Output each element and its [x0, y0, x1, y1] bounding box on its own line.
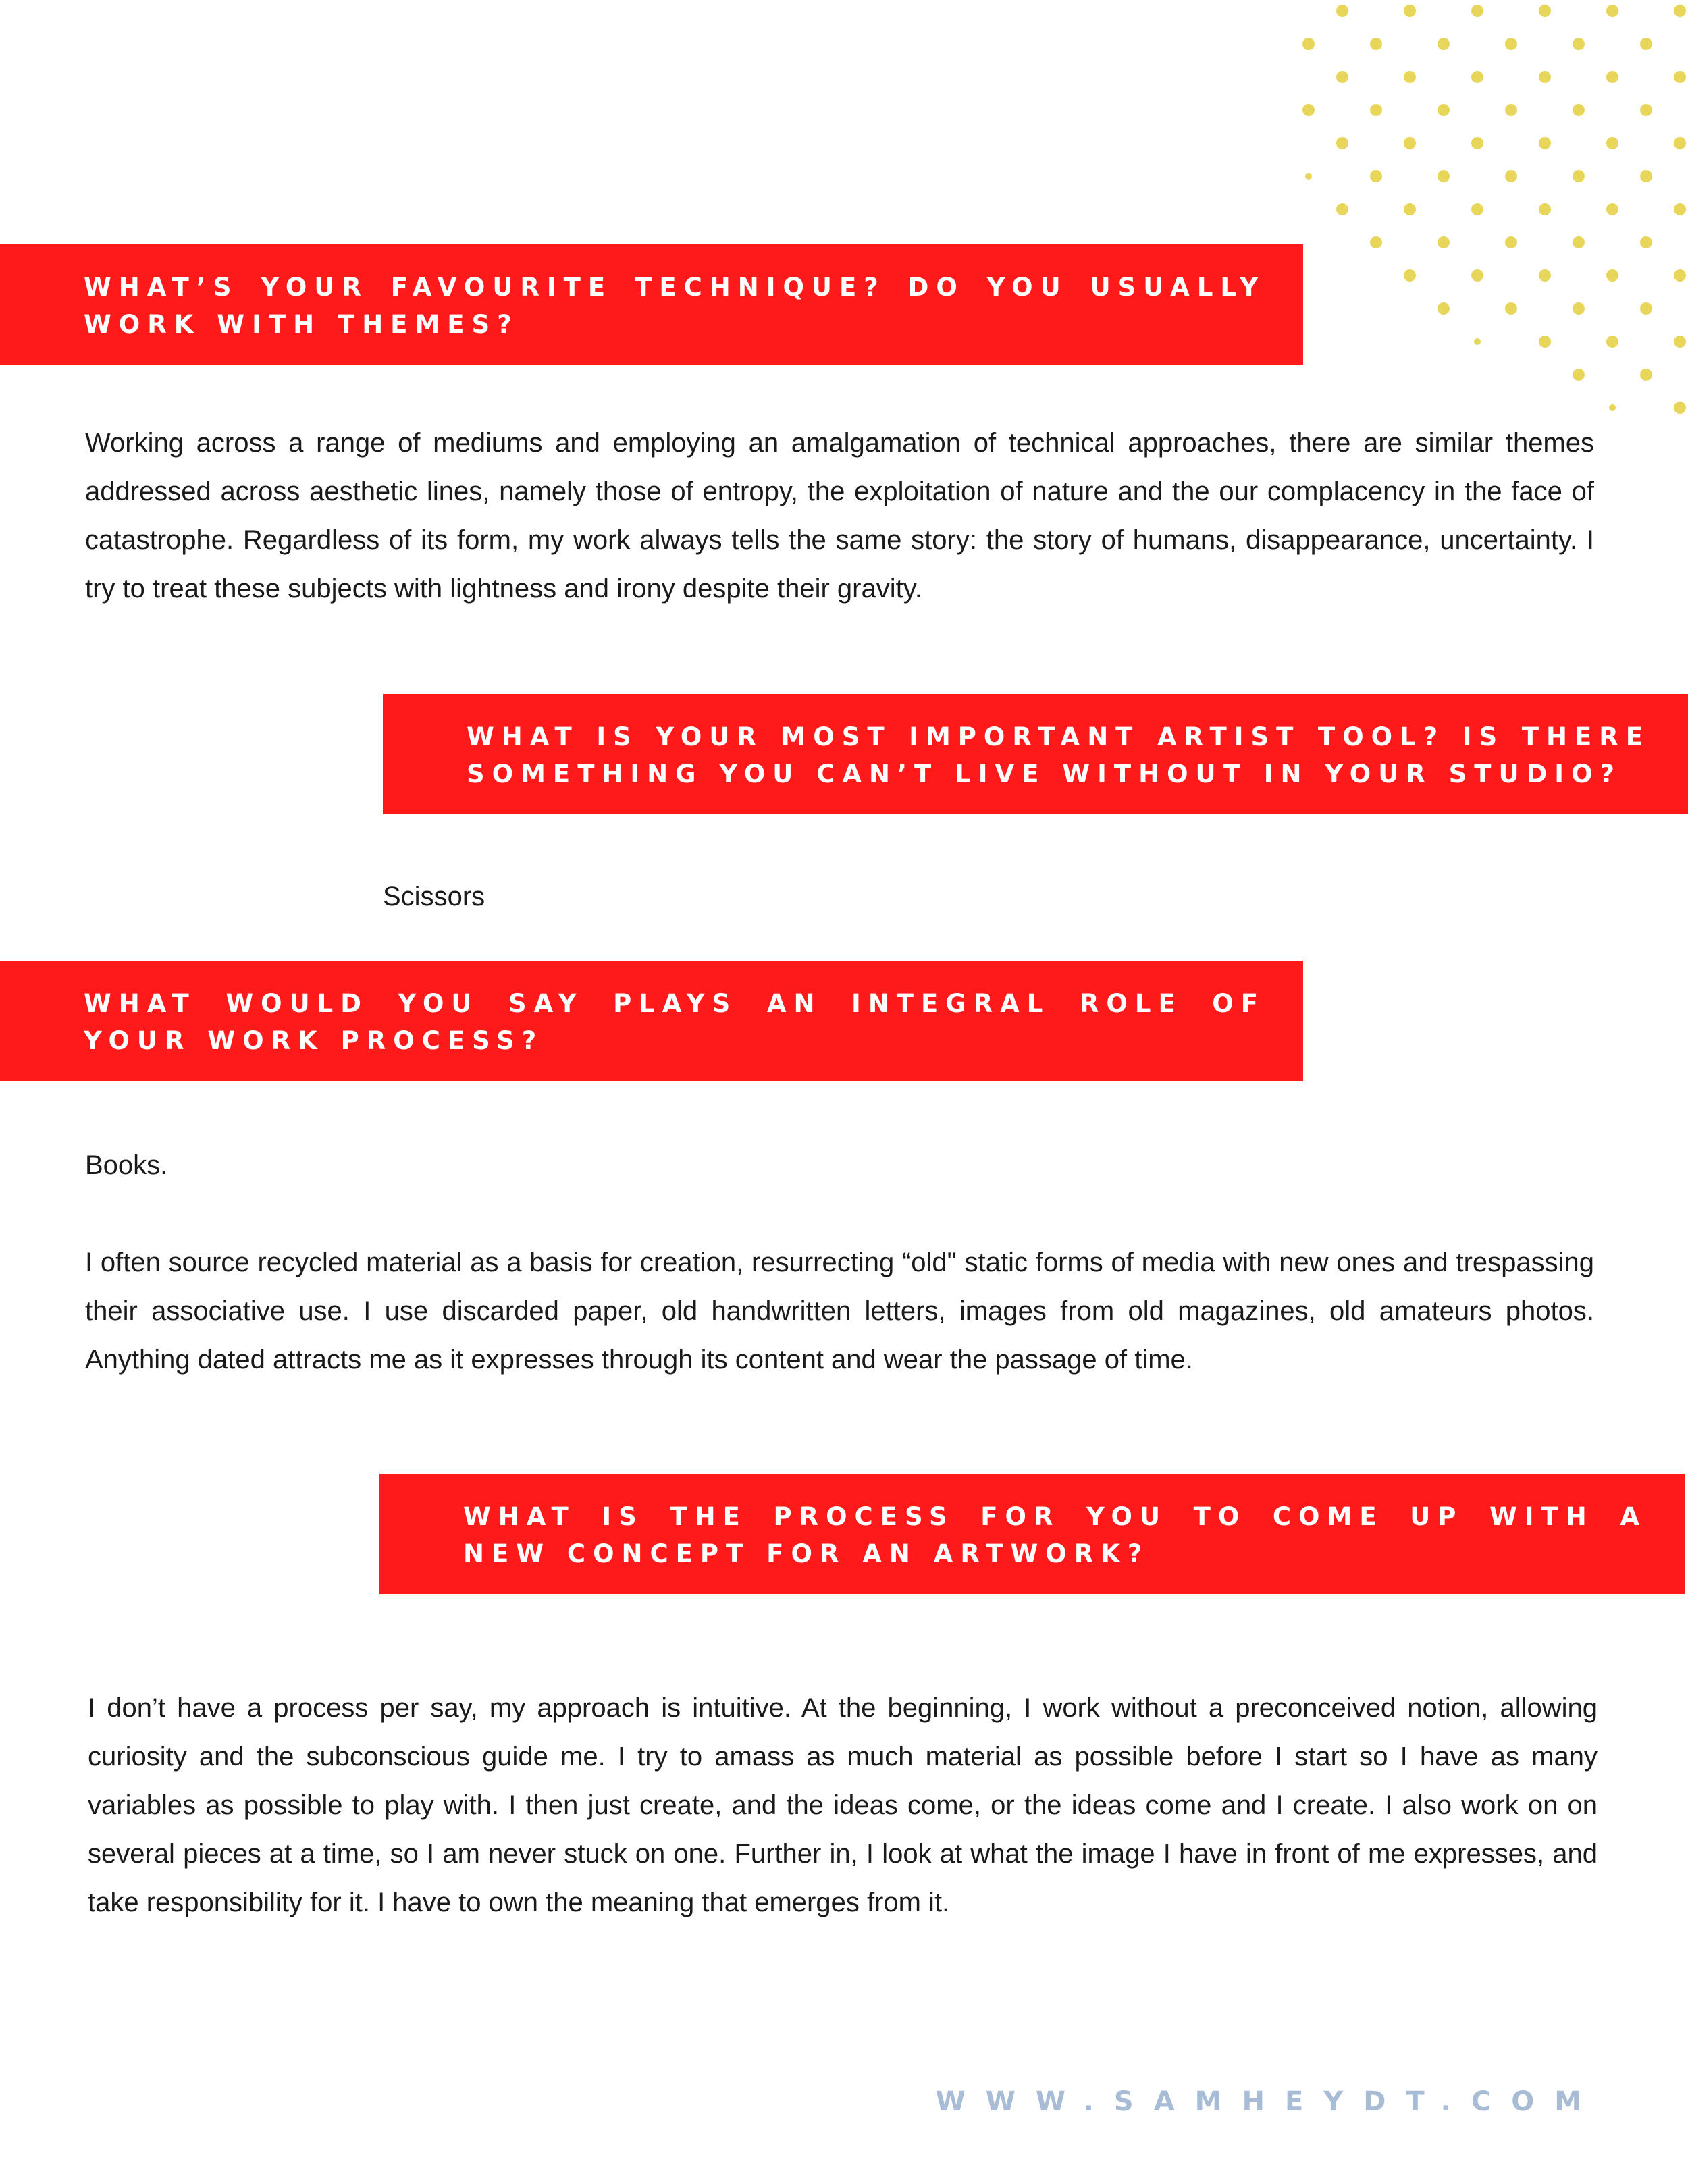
- answer-artist-tool: Scissors: [383, 882, 485, 911]
- decorative-dot: [1370, 104, 1382, 116]
- website-url[interactable]: WWW.SAMHEYDT.COM: [935, 2086, 1602, 2117]
- decorative-dot: [1674, 71, 1686, 83]
- decorative-dot: [1370, 38, 1382, 50]
- decorative-dot: [1640, 302, 1652, 315]
- decorative-dot: [1606, 71, 1618, 83]
- decorative-dot: [1640, 369, 1652, 381]
- decorative-dot: [1609, 404, 1616, 411]
- decorative-dot: [1438, 302, 1450, 315]
- decorative-dot: [1640, 170, 1652, 182]
- decorative-dot: [1539, 203, 1551, 215]
- decorative-dot: [1640, 236, 1652, 248]
- decorative-dot: [1573, 104, 1585, 116]
- decorative-dot: [1606, 5, 1618, 17]
- decorative-dot: [1404, 269, 1416, 282]
- decorative-dot: [1539, 5, 1551, 17]
- decorative-dot: [1505, 104, 1517, 116]
- decorative-dot: [1438, 38, 1450, 50]
- decorative-dot: [1505, 236, 1517, 248]
- decorative-dot: [1606, 137, 1618, 149]
- decorative-dot: [1336, 71, 1348, 83]
- decorative-dot: [1404, 71, 1416, 83]
- decorative-dot: [1302, 104, 1315, 116]
- decorative-dot: [1438, 170, 1450, 182]
- decorative-dot: [1640, 104, 1652, 116]
- decorative-dot: [1336, 203, 1348, 215]
- decorative-dot: [1674, 402, 1686, 414]
- decorative-dot: [1471, 5, 1483, 17]
- decorative-dot: [1370, 236, 1382, 248]
- decorative-dot: [1471, 203, 1483, 215]
- decorative-dot: [1336, 137, 1348, 149]
- decorative-dot: [1404, 5, 1416, 17]
- decorative-dot: [1302, 38, 1315, 50]
- decorative-dot: [1674, 269, 1686, 282]
- decorative-dot: [1539, 336, 1551, 348]
- question-heading: WHAT IS YOUR MOST IMPORTANT ARTIST TOOL? IS THERE SOMETHING YOU CAN’T LIVE WITHOUT IN YOUR STUDIO?: [467, 722, 1650, 789]
- decorative-dot: [1438, 236, 1450, 248]
- decorative-dot: [1606, 336, 1618, 348]
- decorative-dot: [1674, 203, 1686, 215]
- question-banner-work-process: [0, 961, 1303, 1081]
- decorative-dot: [1606, 203, 1618, 215]
- question-banner-new-concept: [379, 1474, 1685, 1594]
- decorative-dot: [1573, 38, 1585, 50]
- decorative-dot: [1471, 269, 1483, 282]
- answer-work-process: I often source recycled material as a basis for creation, resurrecting “old" static forms of media with new ones and trespassing their associative use. I use discarded paper, old handwritten letters, images from old magazines, old amateurs photos. Anything dated attracts me as it expresses through its content and wear the passage of time.: [85, 1248, 1594, 1375]
- question-banner-artist-tool: [383, 694, 1688, 814]
- decorative-dot: [1438, 104, 1450, 116]
- decorative-dot: [1336, 5, 1348, 17]
- decorative-dot: [1674, 137, 1686, 149]
- decorative-dot: [1674, 5, 1686, 17]
- decorative-dot: [1674, 336, 1686, 348]
- question-heading: WHAT WOULD YOU SAY PLAYS AN INTEGRAL ROLE OF YOUR WORK PROCESS?: [84, 989, 1265, 1055]
- decorative-dot: [1505, 170, 1517, 182]
- decorative-dot: [1573, 302, 1585, 315]
- decorative-dot: [1505, 38, 1517, 50]
- answer-technique: Working across a range of mediums and employing an amalgamation of technical approaches, there are similar themes addressed across aesthetic lines, namely those of entropy, the exploitation of nature and the our complacency in the face of catastrophe. Regardless of its form, my work always tells the same story: the story of humans, disappearance, uncertainty. I try to treat these subjects with lightness and irony despite their gravity.: [85, 428, 1594, 604]
- decorative-dot: [1573, 170, 1585, 182]
- decorative-dot: [1404, 203, 1416, 215]
- decorative-dot: [1539, 269, 1551, 282]
- question-heading: WHAT IS THE PROCESS FOR YOU TO COME UP WITH A NEW CONCEPT FOR AN ARTWORK?: [463, 1502, 1647, 1568]
- decorative-dot: [1606, 269, 1618, 282]
- answer-new-concept: I don’t have a process per say, my approach is intuitive. At the beginning, I work without a preconceived notion, allowing curiosity and the subconscious guide me. I try to amass as much material as possible before I start so I have as many variables as possible to play with. I then just create, and the ideas come, or the ideas come and I create. I also work on on several pieces at a time, so I am never stuck on one. Further in, I look at what the image I have in front of me expresses, and take responsibility for it. I have to own the meaning that emerges from it.: [88, 1693, 1598, 1917]
- decorative-dot: [1539, 71, 1551, 83]
- decorative-dot: [1404, 137, 1416, 149]
- decorative-dot: [1474, 338, 1481, 345]
- decorative-dot: [1370, 170, 1382, 182]
- answer-work-process-short: Books.: [85, 1150, 168, 1180]
- decorative-dot-pattern: [1256, 0, 1688, 432]
- question-banner-technique: [0, 244, 1303, 365]
- decorative-dot: [1471, 137, 1483, 149]
- decorative-dot: [1640, 38, 1652, 50]
- decorative-dot: [1573, 236, 1585, 248]
- decorative-dot: [1471, 71, 1483, 83]
- decorative-dot: [1539, 137, 1551, 149]
- decorative-dot: [1305, 173, 1312, 180]
- question-heading: WHAT’S YOUR FAVOURITE TECHNIQUE? DO YOU USUALLY WORK WITH THEMES?: [84, 273, 1265, 339]
- decorative-dot: [1573, 369, 1585, 381]
- decorative-dot: [1505, 302, 1517, 315]
